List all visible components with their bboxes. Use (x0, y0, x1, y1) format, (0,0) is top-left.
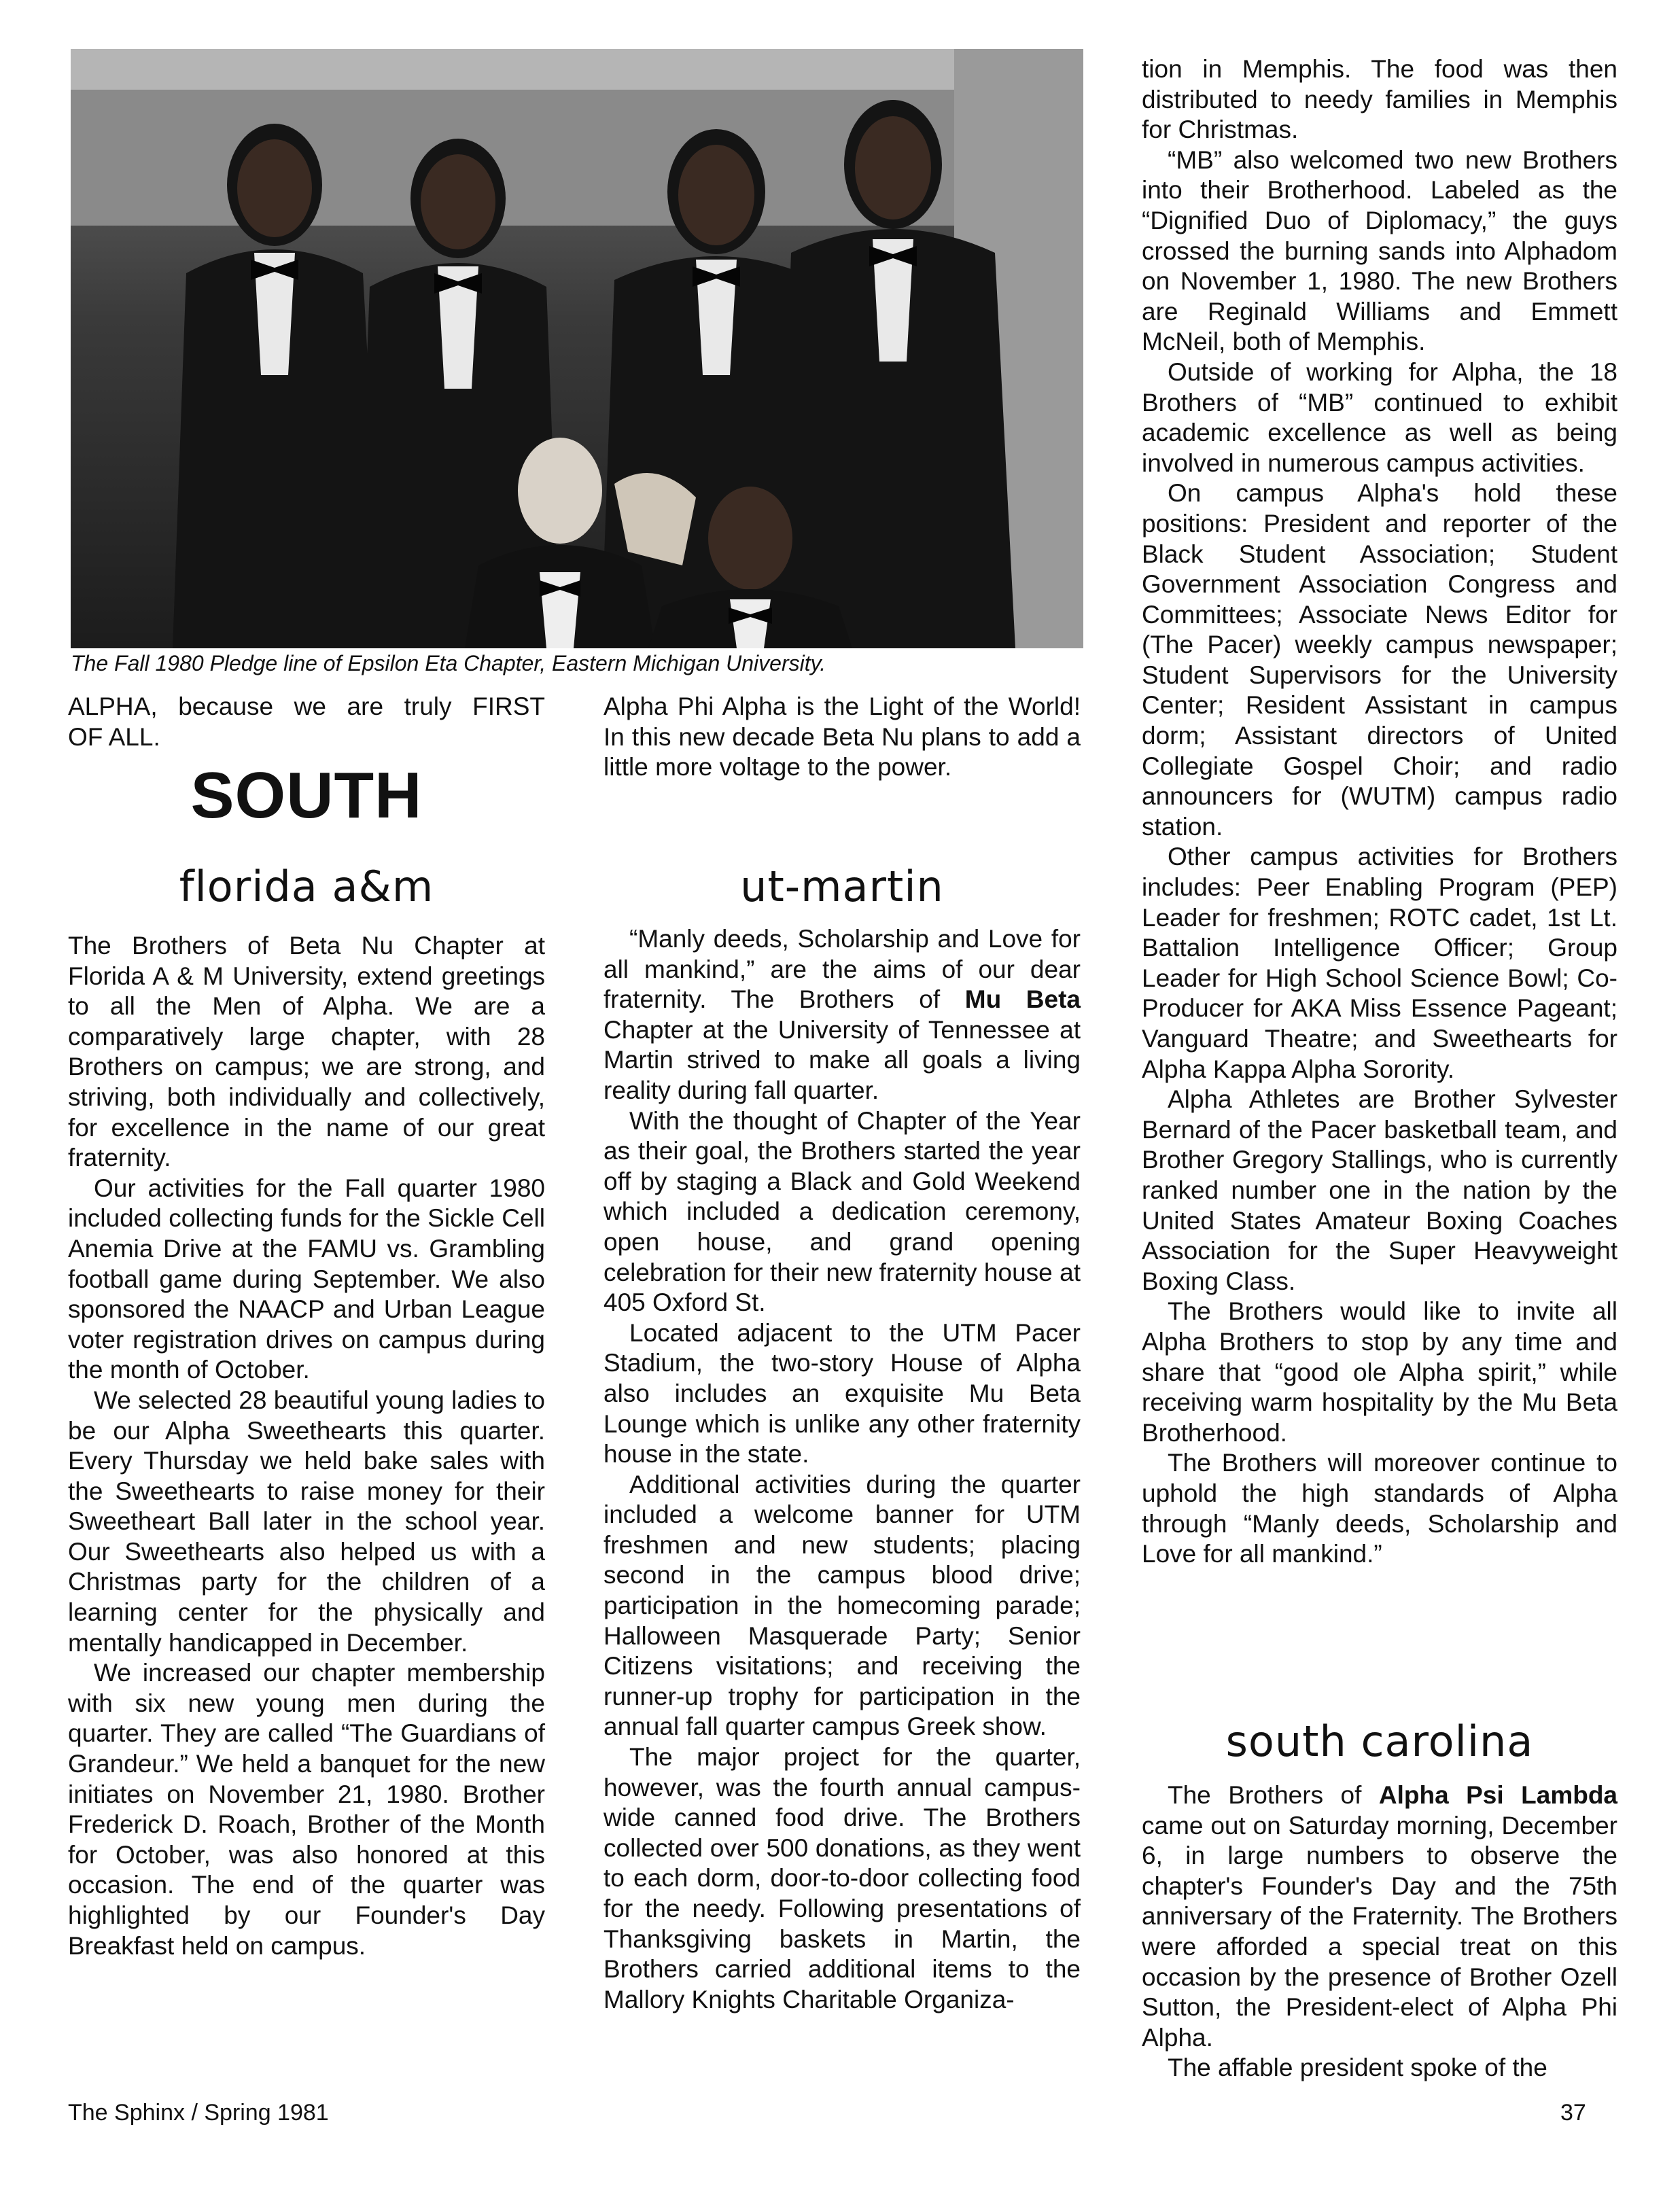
continued-paragraph: Outside of working for Alpha, the 18 Brothers of “MB” continued to exhibit academic excellence as well as being involved in numerous campus activities. (1142, 357, 1617, 477)
section-heading-florida: florida a&m (179, 862, 434, 911)
pledge-line-photo (71, 49, 1083, 648)
florida-paragraph: The Brothers of Beta Nu Chapter at Florida A & M University, extend greetings to all the Men of Alpha. We are a comparatively large chapter, with 28 Brothers on campus; we are strong, and striving, both individually and collectively, for excellence in the name of our great fraternity. (68, 932, 545, 1172)
continued-paragraph: tion in Memphis. The food was then distributed to needy families in Memphis for Christmas. (1142, 55, 1617, 144)
intro-paragraph: Alpha Phi Alpha is the Light of the World! In this new decade Beta Nu plans to add a little more voltage to the power. (603, 692, 1081, 781)
south-carolina-paragraph (1142, 1780, 1617, 2053)
ut-martin-continued (1142, 54, 1617, 1570)
sc-p1-text: The Brothers of (1168, 1781, 1379, 1809)
florida-paragraph: Our activities for the Fall quarter 1980 included collecting funds for the Sickle Cell Anemia Drive at the FAMU vs. Grambling football game during September. We also sponsored the NAACP and Urban League voter registration drives on campus during the month of October. (68, 1174, 545, 1384)
florida-paragraph: We selected 28 beautiful young ladies to be our Alpha Sweethearts this quarter. Every Thursday we held bake sales with the Sweethearts to raise money for their Sweetheart Ball later in the school year. Our Sweethearts also helped us with a Christmas party for the children of a learning center for the physically and mentally handicapped in December. (68, 1386, 545, 1657)
region-heading: SOUTH (190, 759, 423, 832)
ut-martin-p1-text: Chapter at the University of Tennessee at Martin strived to make all goals a living reality during fall quarter. (603, 1015, 1081, 1104)
ut-martin-article (603, 924, 1081, 2015)
continued-paragraph: Other campus activities for Brothers includes: Peer Enabling Program (PEP) Leader for freshmen; ROTC cadet, 1st Lt. Battalion Intelligence Officer; Group Leader for High School Science Bowl; Co-Producer for AKA Miss Essence Pageant; Vanguard Theatre; and Sweethearts for Alpha Kappa Alpha Sorority. (1142, 843, 1617, 1083)
column-1-intro (68, 692, 545, 752)
south-carolina-article (1142, 1780, 1617, 2083)
section-heading-south-carolina: south carolina (1225, 1717, 1534, 1766)
intro-line-1: ALPHA, because we are truly FIRST (68, 692, 545, 720)
florida-article (68, 931, 545, 1961)
intro-line-2: OF ALL. (68, 722, 160, 751)
continued-paragraph: The Brothers will moreover continue to uphold the high standards of Alpha through “Manly deeds, Scholarship and Love for all mankind.” (1142, 1449, 1617, 1568)
south-carolina-paragraph: The affable president spoke of the (1168, 2054, 1547, 2082)
ut-martin-paragraph: Additional activities during the quarter included a welcome banner for UTM freshmen and new students; placing second in the campus blood drive; participation in the homecoming parade; Halloween Masquerade Party; Senior Citizens visitations; and receiving the runner-up trophy for participation in the annual fall quarter campus Greek show. (603, 1470, 1081, 1741)
section-heading-ut-martin: ut-martin (740, 862, 944, 911)
ut-martin-paragraph (603, 924, 1081, 1106)
continued-paragraph: On campus Alpha's hold these positions: President and reporter of the Black Student Association; Student Government Association Congress and Committees; Associate News Editor for (The Pacer) weekly campus newspaper; Student Supervisors for the University Center; Resident Assistant in campus dorm; Assistant directors of United Collegiate Gospel Choir; and radio announcers for (WUTM) campus radio station. (1142, 479, 1617, 841)
photo-illustration (71, 49, 1083, 648)
continued-paragraph: The Brothers would like to invite all Alpha Brothers to stop by any time and share that “good ole Alpha spirit,” while receiving warm hospitality by the Mu Beta Brotherhood. (1142, 1297, 1617, 1447)
chapter-name: Mu Beta (964, 985, 1081, 1014)
ut-martin-paragraph: The major project for the quarter, however, was the fourth annual campus-wide canned food drive. The Brothers collected over 500 donations, as they went to each dorm, door-to-door collecting food for the needy. Following presentations of Thanksgiving baskets in Martin, the Brothers carried additional items to the Mallory Knights Charitable Organiza- (603, 1743, 1081, 2013)
sc-p1-text: came out on Saturday morning, December 6, in large numbers to observe the chapter's Founder's Day and the 75th anniversary of the Fraternity. The Brothers were afforded a special treat on this occasion by the presence of Brother Ozell Sutton, the President-elect of Alpha Phi Alpha. (1142, 1811, 1617, 2052)
footer-publication: The Sphinx / Spring 1981 (68, 2100, 329, 2126)
ut-martin-paragraph: With the thought of Chapter of the Year as their goal, the Brothers started the year off by staging a Black and Gold Weekend which included a dedication ceremony, open house, and grand opening celebration for their new fraternity house at 405 Oxford St. (603, 1106, 1081, 1317)
continued-paragraph: Alpha Athletes are Brother Sylvester Bernard of the Pacer basketball team, and Brother Gregory Stallings, who is currently ranked number one in the nation by the United States Amateur Boxing Coaches Association for the Super Heavyweight Boxing Class. (1142, 1085, 1617, 1295)
column-2-intro (603, 692, 1081, 783)
photo-caption: The Fall 1980 Pledge line of Epsilon Eta Chapter, Eastern Michigan University. (71, 651, 826, 675)
florida-paragraph: We increased our chapter membership with six new young men during the quarter. They are called “The Guardians of Grandeur.” We held a banquet for the new initiates on November 21, 1980. Brother Frederick D. Roach, Brother of the Month for October, was also honored at this occasion. The end of the quarter was highlighted by our Founder's Day Breakfast held on campus. (68, 1659, 545, 1960)
chapter-name: Alpha Psi Lambda (1378, 1781, 1617, 1809)
continued-paragraph: “MB” also welcomed two new Brothers into their Brotherhood. Labeled as the “Dignified Duo of Diplomacy,” the guys crossed the burning sands into Alphadom on November 1, 1980. The new Brothers are Reginald Williams and Emmett McNeil, both of Memphis. (1142, 145, 1617, 356)
ut-martin-p1-text: “Manly deeds, Scholarship and Love for all mankind,” are the aims of our dear fraternity. The Brothers of (603, 925, 1081, 1014)
page-number: 37 (1560, 2100, 1586, 2126)
ut-martin-paragraph: Located adjacent to the UTM Pacer Stadium, the two-story House of Alpha also includes an exquisite Mu Beta Lounge which is unlike any other fraternity house in the state. (603, 1318, 1081, 1468)
